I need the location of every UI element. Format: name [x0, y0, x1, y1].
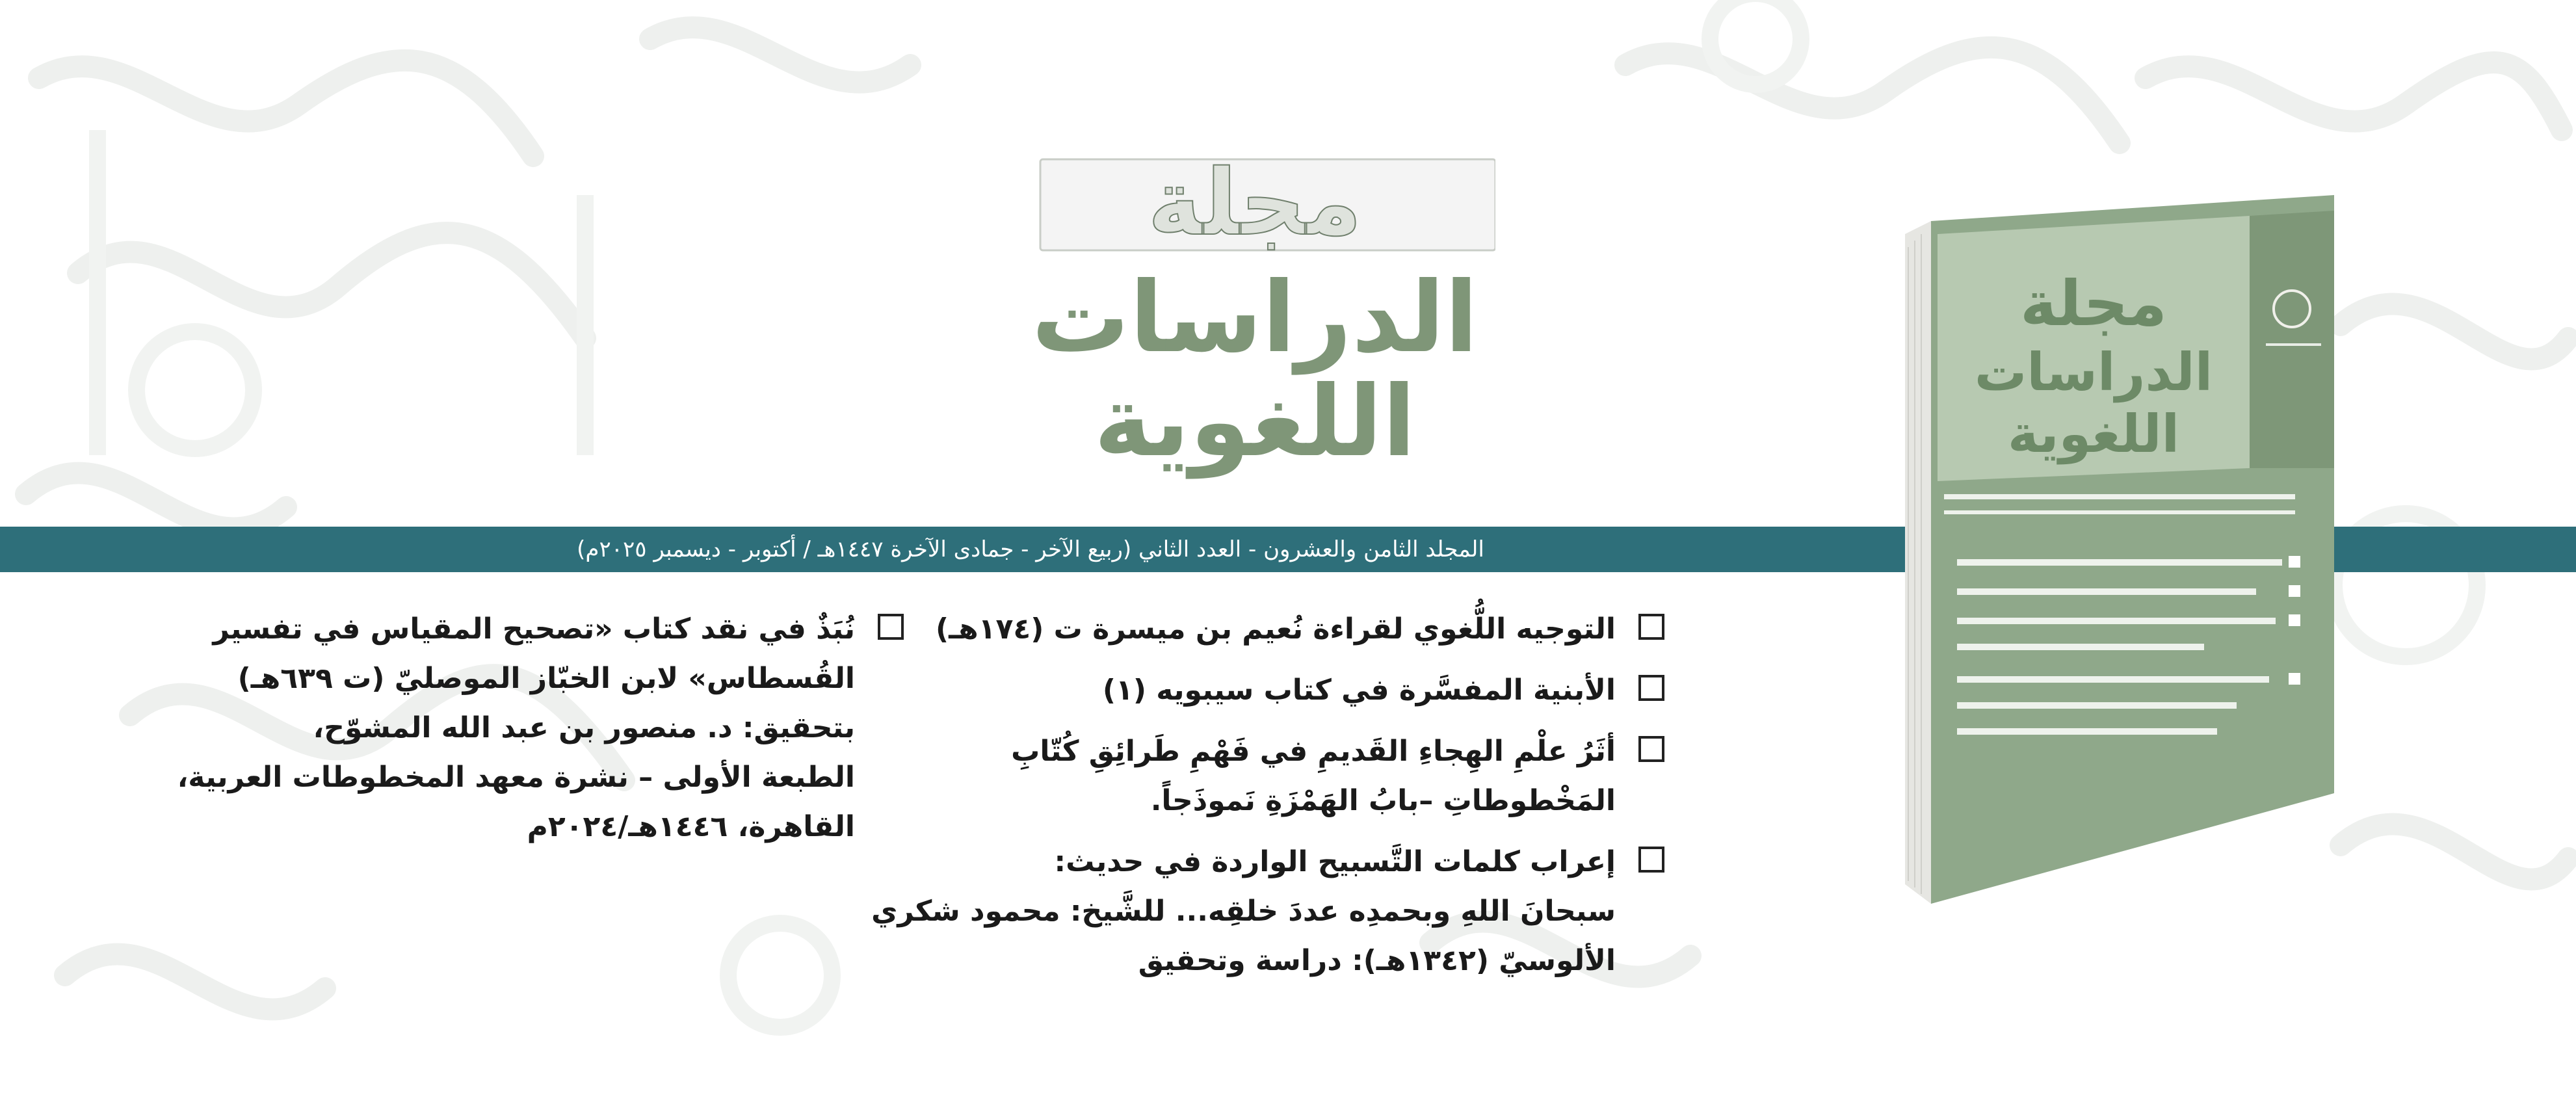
contents-item-2	[923, 666, 1664, 715]
checkbox-bullet-icon	[1638, 847, 1664, 873]
contents-item-5	[177, 605, 904, 852]
contents-item-line: الطبعة الأولى – نشرة معهد المخطوطات العربية،	[177, 761, 855, 794]
contents-item-line: المَخْطوطاتِ –بابُ الهَمْزَةِ نَموذَجاً.	[1150, 784, 1616, 817]
checkbox-bullet-icon	[1638, 736, 1664, 762]
contents-item-1	[923, 605, 1664, 654]
contents-item-line: التوجيه اللُّغوي لقراءة نُعيم بن ميسرة ت (١٧٤هـ)	[936, 612, 1616, 646]
contents-item-line: إعراب كلمات التَّسبيح الواردة في حديث:	[1054, 845, 1616, 878]
contents-left-column	[177, 605, 904, 852]
cover-title-line3: اللغوية	[2008, 404, 2179, 464]
contents-item-3	[923, 727, 1664, 826]
contents-right-column	[871, 605, 1664, 997]
masthead-title-line2: الدراسات	[1031, 261, 1479, 375]
checkbox-bullet-icon	[878, 614, 904, 640]
checkbox-bullet-icon	[1638, 614, 1664, 640]
contents-item-line: القُسطاس» لابن الخبّاز الموصليّ (ت ٦٣٩هـ)	[237, 662, 855, 695]
journal-cover-mockup	[1886, 195, 2334, 923]
contents-item-line: الألوسيّ (١٣٤٢هـ): دراسة وتحقيق	[1138, 944, 1616, 977]
cover-title-line1: مجلة	[2019, 267, 2168, 340]
contents-item-line: أثَرُ علْمِ الهِجاءِ القَديمِ في فَهْمِ طَرائِقِ كُتّابِ	[1011, 735, 1616, 768]
cover-title-line2: الدراسات	[1974, 342, 2213, 402]
contents-item-line: سبحانَ اللهِ وبحمدِه عددَ خلقِه... للشَّيخ: محمود شكري	[871, 895, 1616, 928]
contents-item-4	[871, 837, 1664, 986]
masthead-title-line1: مجلة	[1148, 156, 1362, 256]
masthead-title-line3: اللغوية	[1094, 365, 1416, 479]
contents-item-line: بتحقيق: د. منصور بن عبد الله المشوّح،	[313, 711, 855, 744]
contents-item-line: الأبنية المفسَّرة في كتاب سيبويه (١)	[1102, 674, 1616, 707]
journal-masthead	[1014, 156, 1495, 481]
contents-item-line: نُبَذٌ في نقد كتاب «تصحيح المقياس في تفسير	[213, 612, 855, 646]
issue-banner-text: المجلد الثامن والعشرون - العدد الثاني (ربيع الآخر - جمادى الآخرة ١٤٤٧هـ / أكتوبر - ديسمبر ٢٠٢٥م)	[577, 536, 1484, 562]
contents-item-line: القاهرة، ١٤٤٦هـ/٢٠٢٤م	[527, 810, 855, 843]
checkbox-bullet-icon	[1638, 675, 1664, 701]
